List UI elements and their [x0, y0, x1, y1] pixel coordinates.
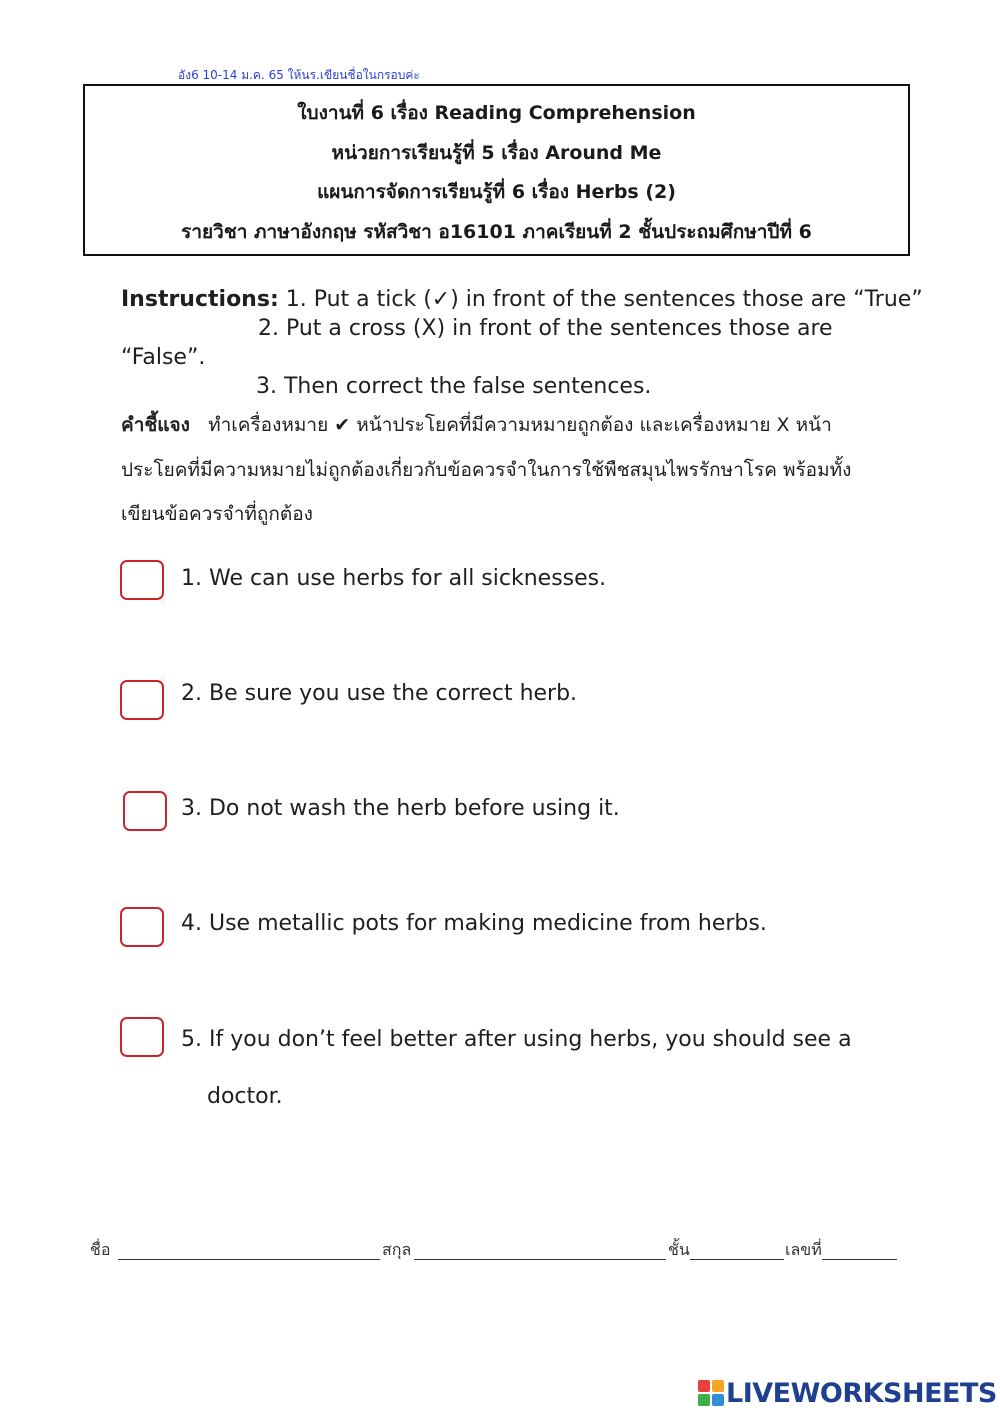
- surname-label: สกุล: [382, 1240, 412, 1259]
- statement-5: 5. If you don’t feel better after using herbs, you should see a: [181, 1027, 852, 1052]
- answer-box-4[interactable]: [120, 907, 164, 947]
- name-field[interactable]: [118, 1259, 380, 1260]
- instruction-step-1: 1. Put a tick (✓) in front of the sentences those are “True”: [285, 287, 923, 312]
- statement-5-cont: doctor.: [207, 1084, 283, 1109]
- liveworksheets-wordmark: LIVEWORKSHEETS: [726, 1377, 997, 1409]
- answer-box-5[interactable]: [120, 1017, 164, 1057]
- thai-instructions-line-3: เขียนข้อควรจำที่ถูกต้อง: [121, 503, 313, 525]
- number-label: เลขที่: [785, 1240, 822, 1259]
- number-field[interactable]: [822, 1259, 897, 1260]
- statement-3: 3. Do not wash the herb before using it.: [181, 796, 620, 821]
- liveworksheets-logo: [698, 1378, 997, 1408]
- liveworksheets-logo-icon: [698, 1380, 724, 1406]
- statement-2: 2. Be sure you use the correct herb.: [181, 681, 578, 706]
- teacher-note: อัง6 10-14 ม.ค. 65 ให้นร.เขียนชื่อในกรอบค่ะ: [178, 68, 420, 82]
- thai-instructions-label: คำชี้แจง: [121, 414, 190, 436]
- worksheet-title: ใบงานที่ 6 เรื่อง Reading Comprehension: [297, 102, 696, 124]
- answer-box-3[interactable]: [123, 791, 167, 831]
- worksheet-header: [83, 84, 910, 256]
- thai-instructions-line-1: [121, 410, 832, 440]
- statement-1: 1. We can use herbs for all sicknesses.: [181, 566, 607, 591]
- instruction-step-3: 3. Then correct the false sentences.: [256, 374, 652, 399]
- thai-instructions-text-1: ทำเครื่องหมาย ✔ หน้าประโยคที่มีความหมายถูกต้อง และเครื่องหมาย X หน้า: [208, 414, 832, 436]
- statement-4: 4. Use metallic pots for making medicine from herbs.: [181, 911, 767, 936]
- instruction-step-2-cont: “False”.: [121, 345, 206, 370]
- surname-field[interactable]: [414, 1259, 666, 1260]
- answer-box-1[interactable]: [120, 560, 164, 600]
- name-label: ชื่อ: [90, 1240, 111, 1259]
- unit-title: หน่วยการเรียนรู้ที่ 5 เรื่อง Around Me: [331, 142, 662, 164]
- answer-box-2[interactable]: [120, 680, 164, 720]
- class-field[interactable]: [690, 1259, 784, 1260]
- instructions-line-1: [121, 287, 923, 312]
- instruction-step-2: 2. Put a cross (X) in front of the sentences those are: [258, 316, 833, 341]
- lesson-plan-title: แผนการจัดการเรียนรู้ที่ 6 เรื่อง Herbs (2): [317, 181, 676, 203]
- course-info: รายวิชา ภาษาอังกฤษ รหัสวิชา อ16101 ภาคเรียนที่ 2 ชั้นประถมศึกษาปีที่ 6: [181, 221, 812, 243]
- thai-instructions-line-2: ประโยคที่มีความหมายไม่ถูกต้องเกี่ยวกับข้อควรจำในการใช้พืชสมุนไพรรักษาโรค พร้อมทั้ง: [121, 459, 852, 481]
- instructions-label: Instructions:: [121, 287, 279, 312]
- class-label: ชั้น: [668, 1240, 690, 1259]
